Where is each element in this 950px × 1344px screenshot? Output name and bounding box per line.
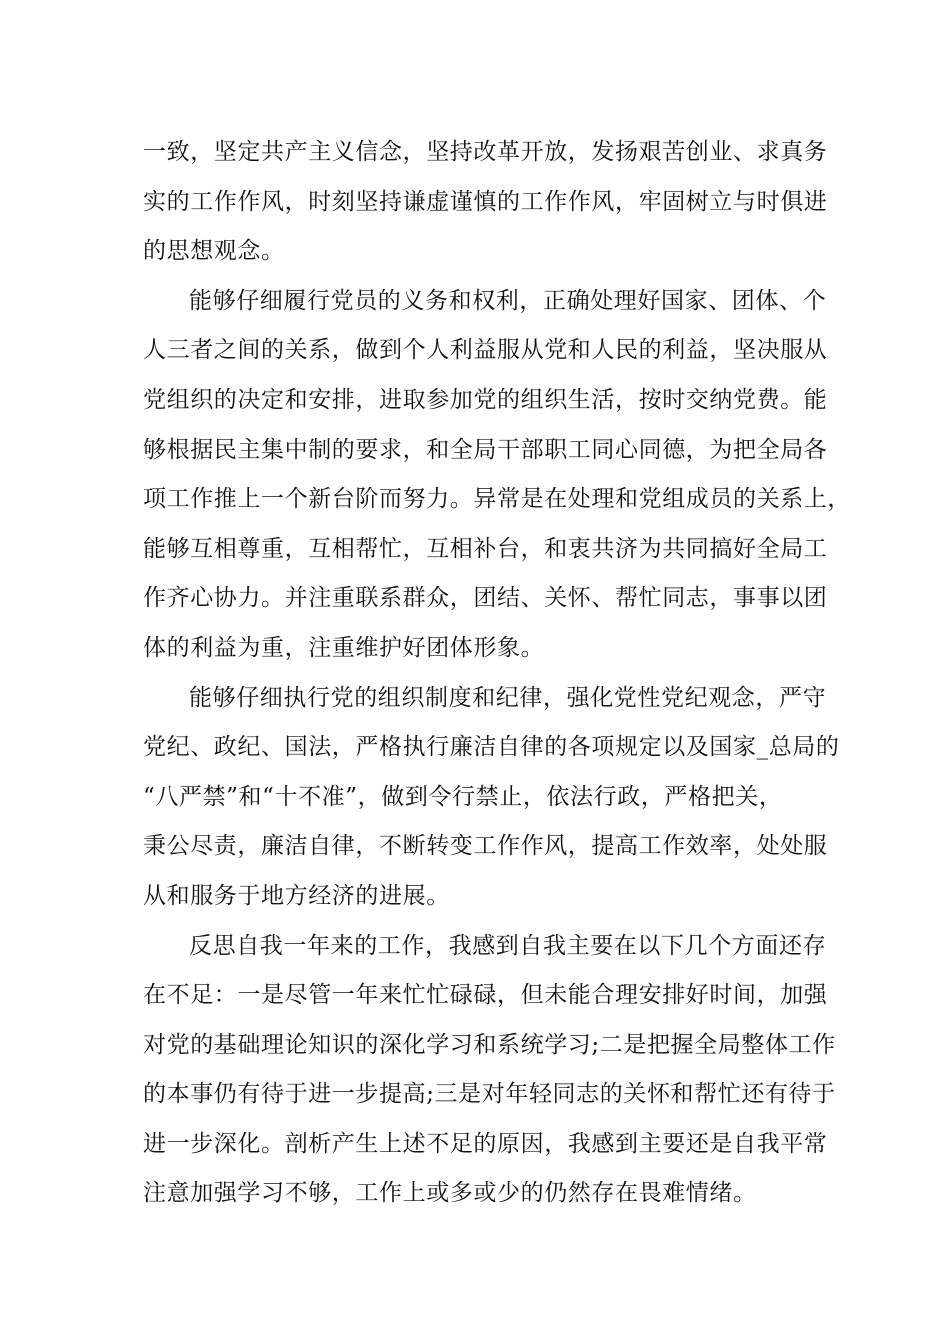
paragraph-line: 的思想观念。 — [143, 238, 285, 265]
paragraph-line: 对党的基础理论知识的深化学习和系统学习;二是把握全局整体工作 — [143, 1031, 836, 1058]
paragraph-line: 能够仔细履行党员的义务和权利，正确处理好国家、团体、个 — [189, 287, 827, 314]
paragraph-line: 人三者之间的关系，做到个人利益服从党和人民的利益，坚决服从 — [143, 337, 828, 364]
paragraph-line: 进一步深化。剖析产生上述不足的原因，我感到主要还是自我平常 — [143, 1130, 828, 1157]
paragraph-line: 在不足：一是尽管一年来忙忙碌碌，但未能合理安排好时间，加强 — [143, 982, 828, 1009]
paragraph-line: 党组织的决定和安排，进取参加党的组织生活，按时交纳党费。能 — [143, 386, 828, 413]
paragraph-line: 秉公尽责，廉洁自律，不断转变工作作风，提高工作效率，处处服 — [143, 833, 828, 860]
paragraph-line: 的本事仍有待于进一步提高;三是对年轻同志的关怀和帮忙还有待于 — [143, 1081, 836, 1108]
paragraph-line: 一致，坚定共产主义信念，坚持改革开放，发扬艰苦创业、求真务 — [143, 139, 828, 165]
paragraph-line: 够根据民主集中制的要求，和全局干部职工同心同德，为把全局各 — [143, 436, 828, 463]
paragraph-line: 项工作推上一个新台阶而努力。异常是在处理和党组成员的关系上， — [143, 486, 851, 513]
paragraph-line: 能够互相尊重，互相帮忙，互相补台，和衷共济为共同搞好全局工 — [143, 535, 828, 562]
paragraph-3 — [143, 674, 840, 922]
paragraph-2 — [143, 277, 851, 674]
paragraph-line: 党纪、政纪、国法，严格执行廉洁自律的各项规定以及国家_总局的 — [143, 734, 840, 761]
paragraph-line: 作齐心协力。并注重联系群众，团结、关怀、帮忙同志，事事以团 — [143, 585, 828, 612]
document-body — [143, 128, 851, 1219]
paragraph-4 — [143, 922, 836, 1220]
paragraph-line: 反思自我一年来的工作，我感到自我主要在以下几个方面还存 — [189, 932, 827, 959]
paragraph-line: 从和服务于地方经济的进展。 — [143, 882, 450, 909]
paragraph-line: “八严禁”和“十不准”，做到令行禁止，依法行政，严格把关， — [143, 783, 783, 810]
paragraph-line: 实的工作作风，时刻坚持谦虚谨慎的工作作风，牢固树立与时俱进 — [143, 188, 828, 215]
paragraph-1 — [143, 128, 828, 277]
paragraph-line: 能够仔细执行党的组织制度和纪律，强化党性党纪观念，严守 — [189, 684, 827, 711]
paragraph-line: 注意加强学习不够，工作上或多或少的仍然存在畏难情绪。 — [143, 1180, 757, 1207]
paragraph-line: 体的利益为重，注重维护好团体形象。 — [143, 634, 545, 661]
